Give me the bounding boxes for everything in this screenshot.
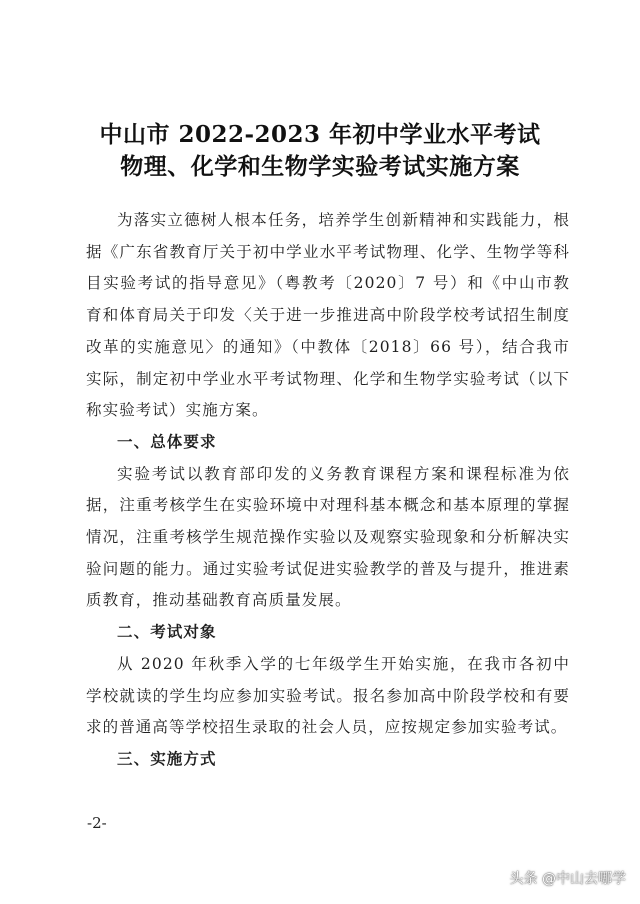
document-title-line-2: 物理、化学和生物学实验考试实施方案	[120, 153, 520, 180]
paragraph-intro: 为落实立德树人根本任务，培养学生创新精神和实践能力，根据《广东省教育厅关于初中学业水平考试物理、化学、生物学等科目实验考试的指导意见》（粤教考〔2020〕7 号）和《中山市教育和体育局关于印发〈关于进一步推进高中阶段学校考试招生制度改革的实施意见〉的通知》（中教体〔2018〕66 号），结合我市实际，制定初中学业水平考试物理、化学和生物学实验考试（以下称实验考试）实施方案。	[86, 211, 570, 420]
section-heading-general-requirements: 一、总体要求	[117, 432, 217, 451]
watermark-label: 头条 @中山去哪学	[509, 871, 626, 887]
page-number: -2-	[87, 814, 107, 832]
paragraph-general-requirements: 实验考试以教育部印发的义务教育课程方案和课程标准为依据，注重考核学生在实验环境中对理科基本概念和基本原理的掌握情况，注重考核学生规范操作实验以及观察实验现象和分析解决实验问题的能力。通过实验考试促进实验教学的普及与提升，推进素质教育，推动基础教育高质量发展。	[86, 464, 570, 610]
document-body	[86, 205, 570, 776]
section-heading-exam-subjects: 二、考试对象	[117, 623, 217, 642]
document-title-line-1: 中山市 2022-2023 年初中学业水平考试	[99, 121, 541, 148]
section-heading-implementation: 三、实施方式	[117, 749, 217, 768]
paragraph-exam-subjects: 从 2020 年秋季入学的七年级学生开始实施，在我市各初中学校就读的学生均应参加实验考试。报名参加高中阶段学校和有要求的普通高等学校招生录取的社会人员，应按规定参加实验考试。	[86, 654, 570, 737]
